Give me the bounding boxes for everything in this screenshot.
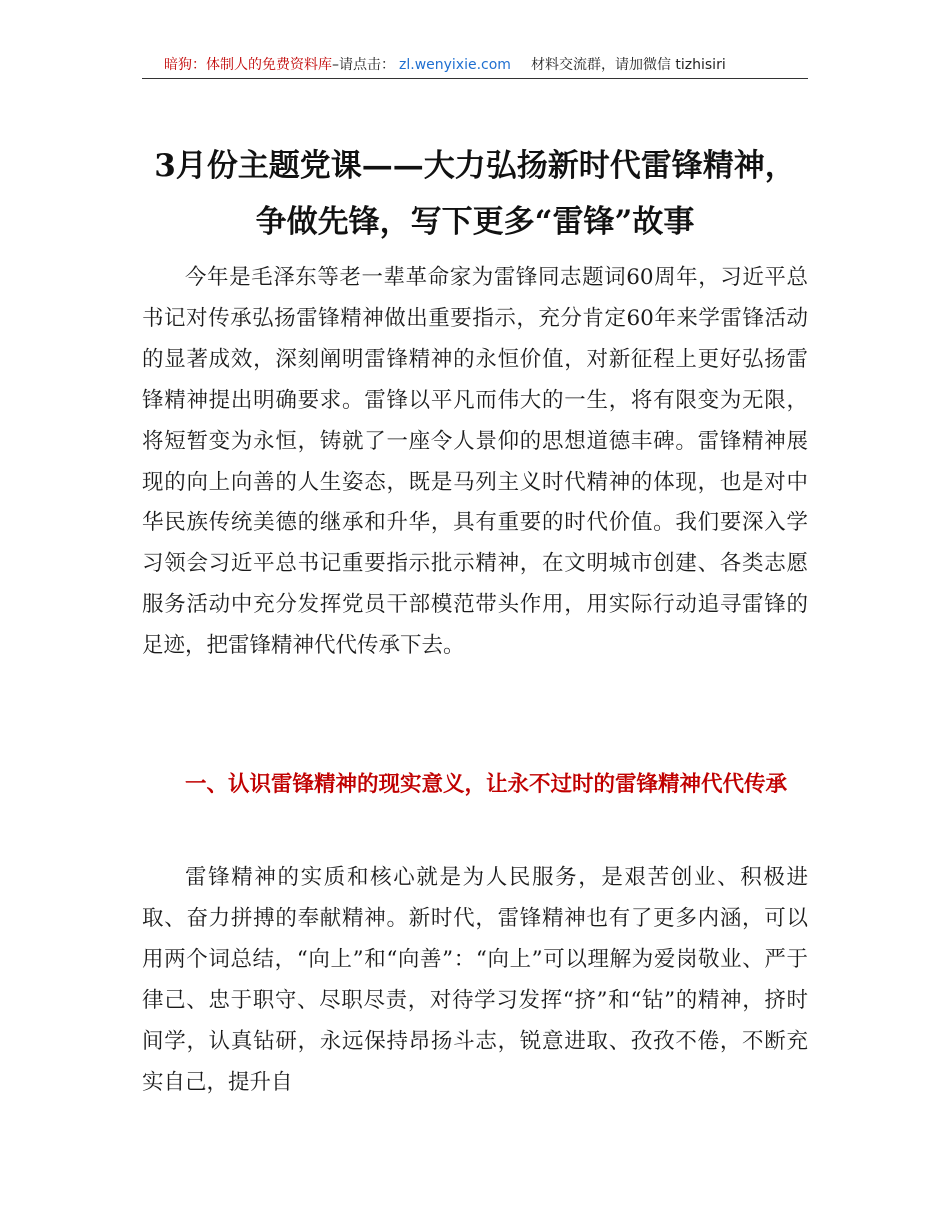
page-header	[142, 52, 808, 79]
document-title: 3月份主题党课——大力弘扬新时代雷锋精神，争做先锋，写下更多“雷锋”故事	[154, 148, 796, 240]
header-brand: 暗狗：体制人的免费资料库	[164, 57, 332, 73]
body-paragraph-1: 今年是毛泽东等老一辈革命家为雷锋同志题词60周年，习近平总书记对传承弘扬雷锋精神做出重要指示，充分肯定60年来学雷锋活动的显著成效，深刻阐明雷锋精神的永恒价值，对新征程上更好弘扬雷锋精神提出明确要求。雷锋以平凡而伟大的一生，将有限变为无限，将短暂变为永恒，铸就了一座令人景仰的思想道德丰碑。雷锋精神展现的向上向善的人生姿态，既是马列主义时代精神的体现，也是对中华民族传统美德的继承和升华，具有重要的时代价值。我们要深入学习领会习近平总书记重要指示批示精神，在文明城市创建、各类志愿服务活动中充分发挥党员干部模范带头作用，用实际行动追寻雷锋的足迹，把雷锋精神代代传承下去。	[142, 265, 808, 659]
section-heading-1: 一、认识雷锋精神的现实意义，让永不过时的雷锋精神代代传承	[185, 772, 788, 797]
body-paragraph-2: 雷锋精神的实质和核心就是为人民服务，是艰苦创业、积极进取、奋力拼搏的奉献精神。新时代，雷锋精神也有了更多内涵，可以用两个词总结，“向上”和“向善”：“向上”可以理解为爱岗敬业、严于律己、忠于职守、尽职尽责，对待学习发挥“挤”和“钻”的精神，挤时间学，认真钻研，永远保持昂扬斗志，锐意进取、孜孜不倦，不断充实自己，提升自	[142, 865, 808, 1095]
header-contact: 材料交流群，请加微信 tizhisiri	[530, 57, 726, 73]
header-site-link[interactable]: zl.wenyixie.com	[399, 57, 511, 73]
header-prompt: –请点击：	[332, 57, 395, 73]
